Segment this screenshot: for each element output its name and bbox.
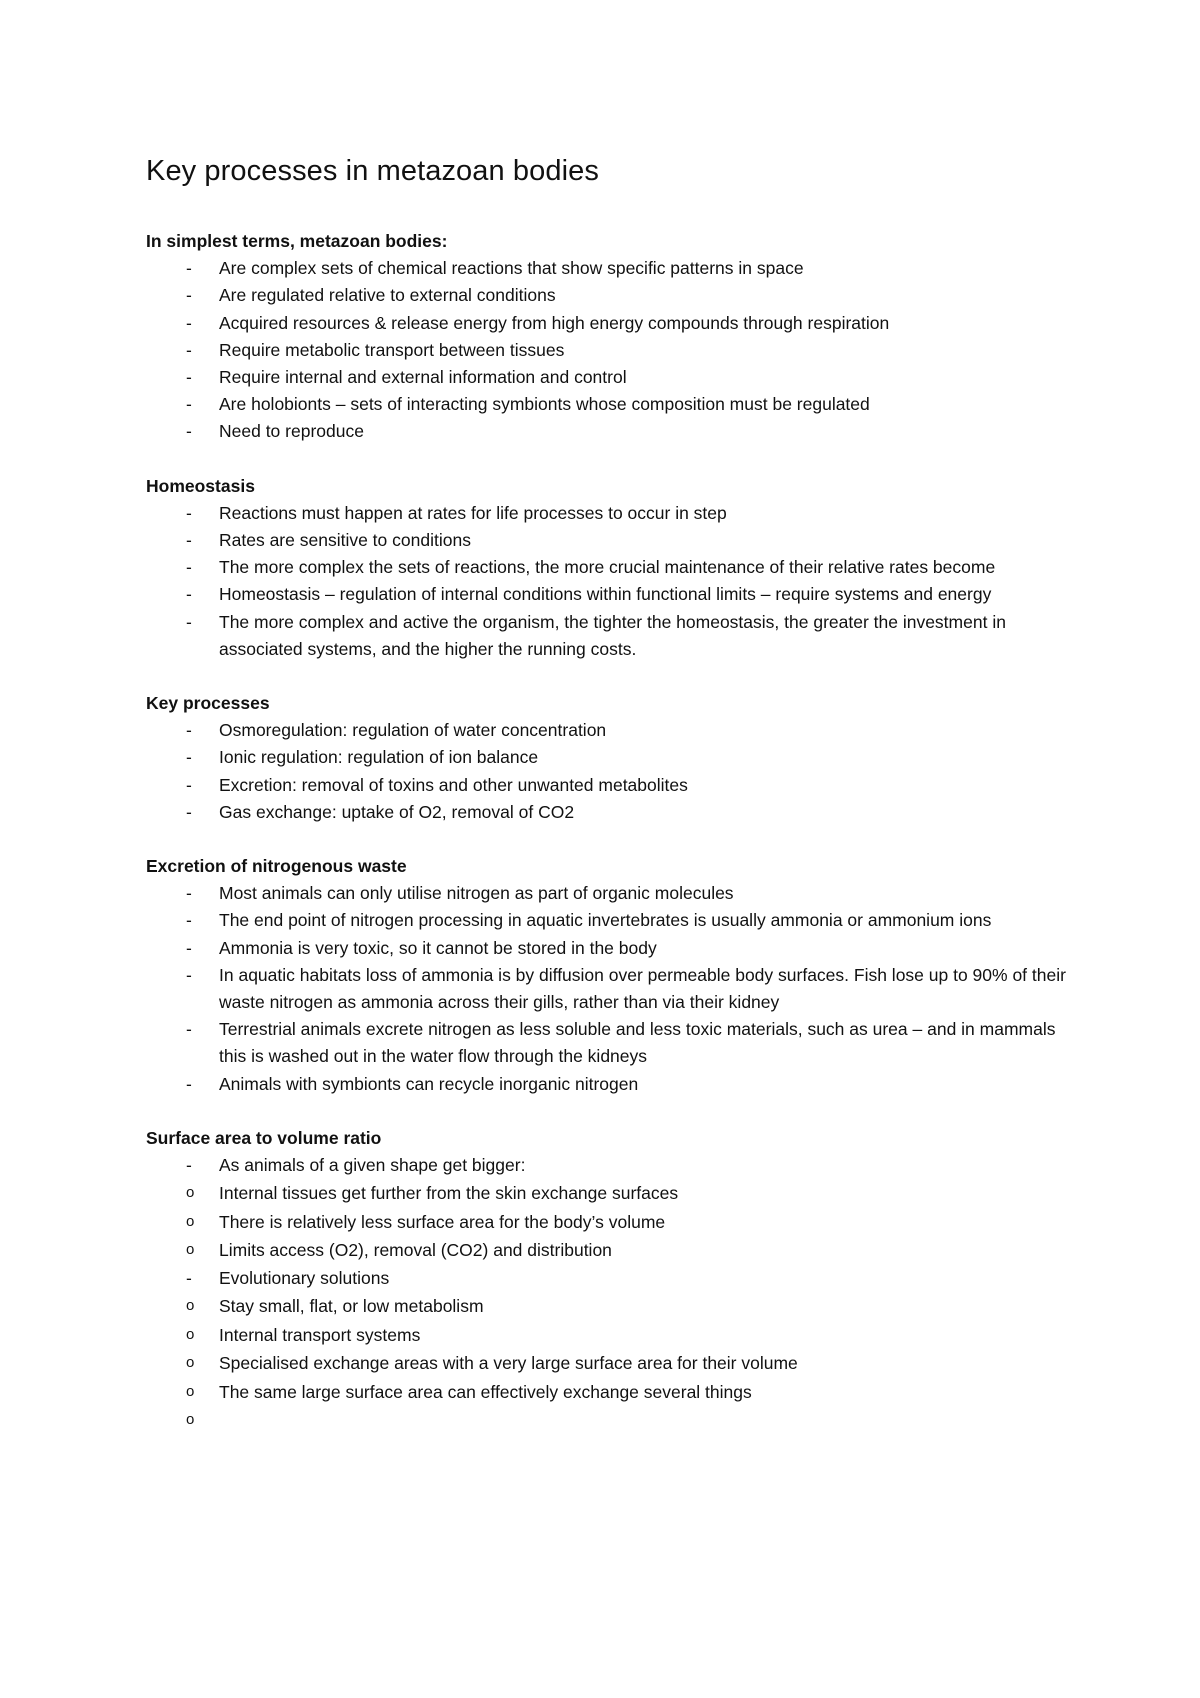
circle-marker: o bbox=[186, 1382, 195, 1400]
list-item: - Reactions must happen at rates for life processes to occur in step bbox=[146, 500, 1086, 527]
list-item: - Homeostasis – regulation of internal conditions within functional limits – require systems and energy bbox=[146, 581, 1086, 608]
list-item: - Terrestrial animals excrete nitrogen as less soluble and less toxic materials, such as urea – and in mammals this is washed out in the water flow through the kidneys bbox=[146, 1016, 1086, 1070]
list-item: - Are complex sets of chemical reactions that show specific patterns in space bbox=[146, 255, 1086, 282]
list-item: - As animals of a given shape get bigger: o Internal tissues get further from the skin exchange surfaces o There is relatively less surface area for the body’s volume o Limits access (O2), removal (CO2) and distribution bbox=[146, 1152, 1086, 1265]
list-item: - The more complex and active the organism, the tighter the homeostasis, the greater the investment in associated systems, and the higher the running costs. bbox=[146, 609, 1086, 663]
dash-marker: - bbox=[186, 964, 192, 985]
circle-marker: o bbox=[186, 1184, 195, 1202]
list-item: - Require metabolic transport between tissues bbox=[146, 337, 1086, 364]
list-item: - Are holobionts – sets of interacting symbionts whose composition must be regulated bbox=[146, 391, 1086, 418]
bullet-list bbox=[146, 1152, 1086, 1434]
dash-marker: - bbox=[186, 258, 192, 279]
list-item: - Gas exchange: uptake of O2, removal of CO2 bbox=[146, 799, 1086, 826]
section-heading: Surface area to volume ratio bbox=[146, 1127, 382, 1148]
circle-marker: o bbox=[186, 1354, 195, 1371]
bullet-list bbox=[146, 500, 1086, 663]
circle-marker: o bbox=[186, 1297, 195, 1314]
list-item: - The more complex the sets of reactions, the more crucial maintenance of their relative rates become bbox=[146, 554, 1086, 581]
dash-marker: - bbox=[186, 584, 192, 605]
sub-list bbox=[186, 1179, 1086, 1265]
sub-list-item: o There is relatively less surface area for the body’s volume bbox=[219, 1208, 1086, 1237]
circle-marker: o bbox=[186, 1212, 195, 1230]
circle-marker: o bbox=[186, 1241, 195, 1259]
section-nitrogenous-waste bbox=[146, 853, 1086, 1098]
bullet-list bbox=[146, 255, 1086, 445]
section-heading: Excretion of nitrogenous waste bbox=[146, 856, 407, 877]
document-content bbox=[146, 152, 1086, 1462]
dash-marker: - bbox=[186, 1267, 192, 1288]
dash-marker: - bbox=[186, 801, 192, 822]
dash-marker: - bbox=[186, 421, 192, 442]
document-title: Key processes in metazoan bodies bbox=[146, 155, 599, 187]
list-item: - Excretion: removal of toxins and other unwanted metabolites bbox=[146, 772, 1086, 799]
dash-marker: - bbox=[186, 557, 192, 578]
bullet-list bbox=[146, 880, 1086, 1098]
list-item: - The end point of nitrogen processing in aquatic invertebrates is usually ammonia or ammonium ions bbox=[146, 907, 1086, 934]
sub-list-item: o Internal tissues get further from the skin exchange surfaces bbox=[219, 1179, 1086, 1208]
dash-marker: - bbox=[186, 774, 192, 795]
sub-list-item: o Limits access (O2), removal (CO2) and distribution bbox=[219, 1236, 1086, 1265]
dash-marker: - bbox=[186, 883, 192, 904]
list-item: - Acquired resources & release energy from high energy compounds through respiration bbox=[146, 310, 1086, 337]
dash-marker: - bbox=[186, 611, 192, 632]
dash-marker: - bbox=[186, 502, 192, 523]
circle-marker: o bbox=[186, 1325, 195, 1343]
sub-list-item: o Internal transport systems bbox=[219, 1321, 1086, 1350]
dash-marker: - bbox=[186, 530, 192, 551]
dash-marker: - bbox=[186, 312, 192, 333]
sub-list-item: o Specialised exchange areas with a very large surface area for their volume bbox=[219, 1349, 1086, 1378]
sub-list-item bbox=[186, 1406, 1086, 1435]
sub-list bbox=[186, 1292, 1086, 1435]
section-heading: In simplest terms, metazoan bodies: bbox=[146, 231, 448, 251]
list-item: - Evolutionary solutions o Stay small, flat, or low metabolism o Internal transport systems o Specialised exchange areas with a very large surface area for their volume o The same large surface area can effectively exchange several things o bbox=[146, 1265, 1086, 1435]
list-item: - Ionic regulation: regulation of ion balance bbox=[146, 744, 1086, 771]
dash-marker: - bbox=[186, 394, 192, 415]
dash-marker: - bbox=[186, 1073, 192, 1094]
list-item: - Osmoregulation: regulation of water concentration bbox=[146, 717, 1086, 744]
list-item: - Are regulated relative to external conditions bbox=[146, 282, 1086, 309]
section-simplest-terms bbox=[146, 228, 1086, 446]
list-item: - Most animals can only utilise nitrogen as part of organic molecules bbox=[146, 880, 1086, 907]
dash-marker: - bbox=[186, 1155, 192, 1176]
sub-list-item: o Stay small, flat, or low metabolism bbox=[219, 1292, 1086, 1321]
sub-list-item: o The same large surface area can effectively exchange several things bbox=[219, 1378, 1086, 1407]
list-item: - Ammonia is very toxic, so it cannot be stored in the body bbox=[146, 935, 1086, 962]
dash-marker: - bbox=[186, 285, 192, 306]
dash-marker: - bbox=[186, 1019, 192, 1040]
section-surface-area bbox=[146, 1125, 1086, 1435]
section-heading: Key processes bbox=[146, 693, 270, 714]
list-item: - In aquatic habitats loss of ammonia is by diffusion over permeable body surfaces. Fish lose up to 90% of their waste nitrogen as ammonia across their gills, rather than via their kidney bbox=[146, 962, 1086, 1016]
list-item: - Require internal and external information and control bbox=[146, 364, 1086, 391]
dash-marker: - bbox=[186, 747, 192, 768]
dash-marker: - bbox=[186, 720, 192, 741]
list-item: - Animals with symbionts can recycle inorganic nitrogen bbox=[146, 1071, 1086, 1098]
section-homeostasis bbox=[146, 473, 1086, 663]
dash-marker: - bbox=[186, 339, 192, 360]
bullet-list bbox=[146, 717, 1086, 826]
dash-marker: - bbox=[186, 937, 192, 958]
list-item: - Rates are sensitive to conditions bbox=[146, 527, 1086, 554]
dash-marker: - bbox=[186, 367, 192, 388]
section-key-processes bbox=[146, 690, 1086, 826]
list-item: - Need to reproduce bbox=[146, 418, 1086, 445]
circle-marker: o bbox=[186, 1411, 195, 1428]
section-heading: Homeostasis bbox=[146, 475, 255, 496]
dash-marker: - bbox=[186, 910, 192, 931]
